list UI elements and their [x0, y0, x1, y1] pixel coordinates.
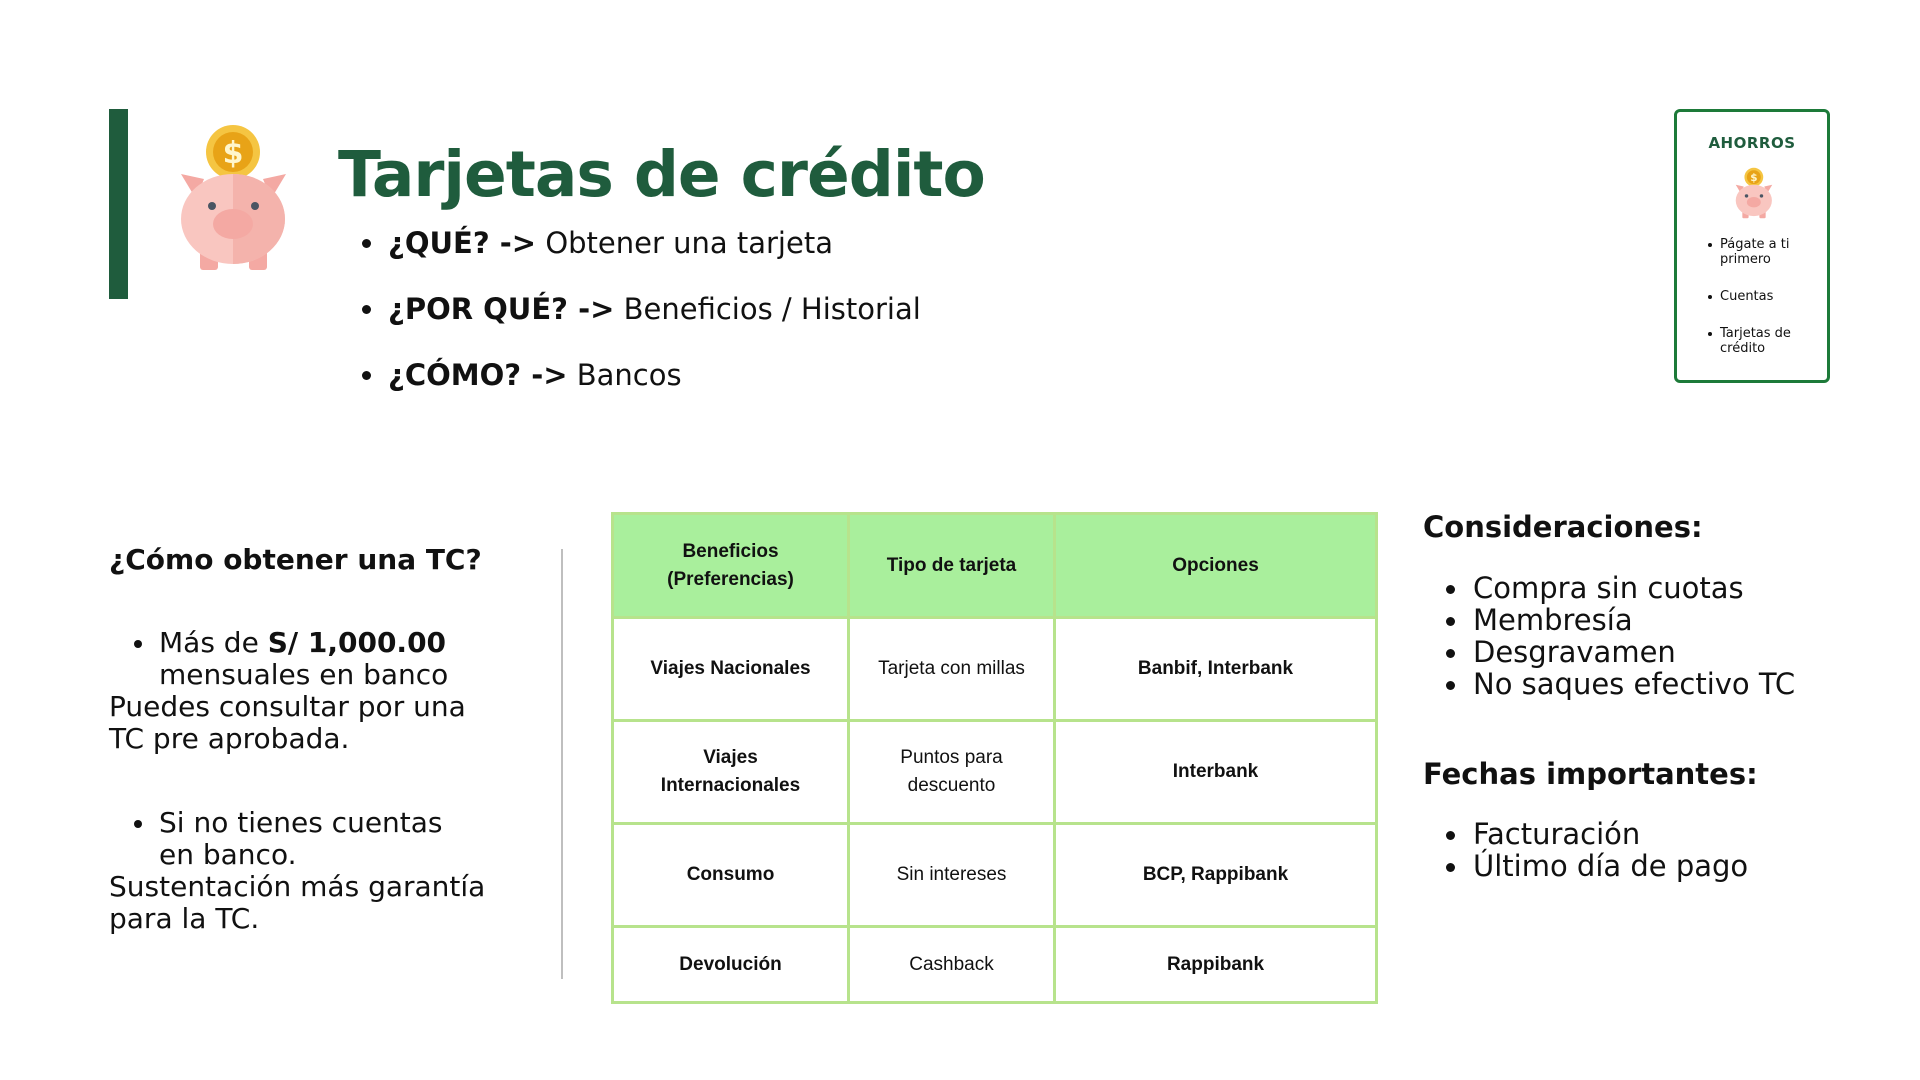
piggy-bank-coin-icon — [176, 124, 291, 274]
table-header: Opciones — [1055, 514, 1377, 618]
list-item: Desgravamen — [1444, 636, 1795, 668]
question-item — [358, 286, 921, 352]
list-item: No saques efectivo TC — [1444, 668, 1795, 700]
bullet-text: Más de — [159, 626, 268, 659]
question-label: ¿CÓMO? -> — [388, 358, 568, 392]
question-answer: Beneficios / Historial — [623, 292, 921, 326]
table-cell: Rappibank — [1055, 927, 1377, 1003]
requirement-note: Puedes consultar por una TC pre aprobada. — [109, 690, 466, 755]
considerations-heading: Consideraciones: — [1423, 510, 1703, 544]
question-item — [358, 352, 921, 418]
table-cell: Puntos para descuento — [849, 721, 1055, 824]
requirement-block — [109, 627, 499, 755]
dates-list — [1444, 818, 1748, 882]
requirement-note: Sustentación más garantía para la TC. — [109, 870, 486, 935]
nav-item-pagate[interactable]: Págate a ti primero — [1707, 237, 1822, 267]
question-label: ¿QUÉ? -> — [388, 226, 537, 260]
benefits-table — [611, 512, 1378, 1004]
table-cell: Viajes Internacionales — [613, 721, 849, 824]
svg-text:$: $ — [222, 136, 244, 171]
table-cell: Tarjeta con millas — [849, 618, 1055, 721]
nav-item-cuentas[interactable]: Cuentas — [1707, 289, 1822, 304]
list-item: Compra sin cuotas — [1444, 572, 1795, 604]
requirement-bullet: Si no tienes cuentas en banco. — [109, 807, 459, 871]
table-cell: Viajes Nacionales — [613, 618, 849, 721]
table-cell: Banbif, Interbank — [1055, 618, 1377, 721]
table-header: Tipo de tarjeta — [849, 514, 1055, 618]
amount-text: S/ 1,000.00 — [267, 626, 447, 659]
accent-bar — [109, 109, 128, 299]
table-cell: Devolución — [613, 927, 849, 1003]
requirement-block — [109, 807, 529, 935]
column-divider — [561, 549, 563, 979]
table-cell: BCP, Rappibank — [1055, 824, 1377, 927]
requirement-bullet — [109, 627, 499, 691]
table-row — [613, 618, 1377, 721]
page-title: Tarjetas de crédito — [338, 138, 985, 211]
list-item: Último día de pago — [1444, 850, 1748, 882]
section-nav-card[interactable] — [1674, 109, 1830, 383]
dates-heading: Fechas importantes: — [1423, 757, 1758, 791]
list-item: Membresía — [1444, 604, 1795, 636]
table-row — [613, 721, 1377, 824]
table-header: Beneficios (Preferencias) — [613, 514, 849, 618]
question-answer: Obtener una tarjeta — [545, 226, 833, 260]
piggy-bank-coin-icon — [1734, 166, 1774, 221]
how-to-heading: ¿Cómo obtener una TC? — [109, 543, 482, 576]
nav-card-list — [1707, 237, 1822, 378]
question-item — [358, 220, 921, 286]
table-cell: Cashback — [849, 927, 1055, 1003]
table-cell: Sin intereses — [849, 824, 1055, 927]
question-label: ¿POR QUÉ? -> — [388, 292, 615, 326]
considerations-list — [1444, 572, 1795, 700]
table-row — [613, 927, 1377, 1003]
question-answer: Bancos — [576, 358, 682, 392]
bullet-text: mensuales en banco — [159, 658, 449, 691]
nav-card-title: AHORROS — [1708, 134, 1796, 152]
question-list — [358, 220, 921, 418]
svg-text:$: $ — [1750, 171, 1758, 184]
table-header-row — [613, 514, 1377, 618]
nav-item-tarjetas[interactable]: Tarjetas de crédito — [1707, 326, 1822, 356]
list-item: Facturación — [1444, 818, 1748, 850]
table-row — [613, 824, 1377, 927]
table-cell: Consumo — [613, 824, 849, 927]
table-cell: Interbank — [1055, 721, 1377, 824]
